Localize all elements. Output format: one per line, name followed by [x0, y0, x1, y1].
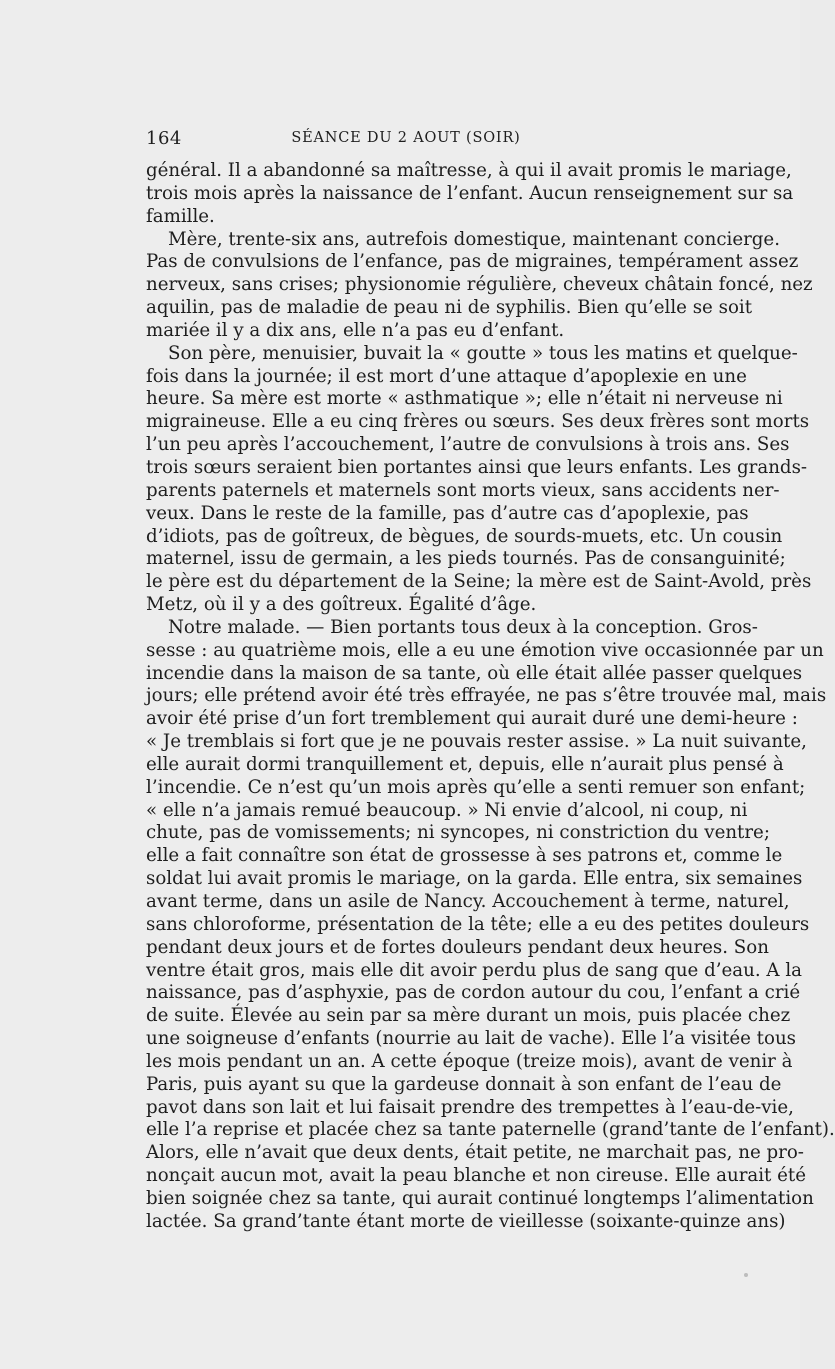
text-line: jours; elle prétend avoir été très effrayée, ne pas s’être trouvée mal, mais: [146, 685, 827, 707]
text-line: Son père, menuisier, buvait la « goutte » tous les matins et quelque-: [168, 342, 798, 364]
text-line: une soigneuse d’enfants (nourrie au lait de vache). Elle l’a visitée tous: [146, 1028, 796, 1050]
text-line: lactée. Sa grand’tante étant morte de vieillesse (soixante-quinze ans): [146, 1210, 786, 1232]
text-line: aquilin, pas de maladie de peau ni de syphilis. Bien qu’elle se soit: [146, 297, 753, 319]
text-line: « elle n’a jamais remué beaucoup. » Ni envie d’alcool, ni coup, ni: [146, 799, 748, 821]
text-line: Mère, trente-six ans, autrefois domestique, maintenant concierge.: [168, 228, 780, 250]
text-line: chute, pas de vomissements; ni syncopes, ni constriction du ventre;: [146, 822, 770, 844]
text-line: le père est du département de la Seine; la mère est de Saint-Avold, près: [146, 571, 812, 593]
text-line: elle aurait dormi tranquillement et, depuis, elle n’aurait plus pensé à: [146, 753, 784, 775]
text-line: l’incendie. Ce n’est qu’un mois après qu’elle a senti remuer son enfant;: [146, 776, 806, 798]
text-line: Notre malade. — Bien portants tous deux à la conception. Gros-: [168, 616, 758, 638]
text-line: heure. Sa mère est morte « asthmatique »; elle n’était ni nerveuse ni: [146, 388, 783, 410]
text-line: bien soignée chez sa tante, qui aurait continué longtemps l’alimentation: [146, 1187, 814, 1209]
text-line: veux. Dans le reste de la famille, pas d’autre cas d’apoplexie, pas: [146, 502, 749, 524]
text-line: avant terme, dans un asile de Nancy. Accouchement à terme, naturel,: [146, 891, 790, 912]
text-line: nerveux, sans crises; physionomie régulière, cheveux châtain foncé, nez: [146, 274, 813, 296]
text-line: migraineuse. Elle a eu cinq frères ou sœurs. Ses deux frères sont morts: [146, 411, 810, 433]
text-line: trois sœurs seraient bien portantes ainsi que leurs enfants. Les grands-: [146, 456, 808, 478]
text-line: sans chloroforme, présentation de la tête; elle a eu des petites douleurs: [146, 913, 810, 935]
text-line: elle l’a reprise et placée chez sa tante paternelle (grand’tante de l’enfant).: [146, 1119, 835, 1141]
page-header: [146, 128, 666, 150]
text-line: trois mois après la naissance de l’enfant. Aucun renseignement sur sa: [146, 182, 794, 204]
scan-artifact: [744, 1273, 748, 1277]
text-line: famille.: [146, 205, 215, 227]
text-line: avoir été prise d’un fort tremblement qui aurait duré une demi-heure :: [146, 708, 798, 730]
text-line: nonçait aucun mot, avait la peau blanche et non cireuse. Elle aurait été: [146, 1165, 806, 1187]
text-line: soldat lui avait promis le mariage, on la garda. Elle entra, six semaines: [146, 868, 803, 890]
text-line: Metz, où il y a des goîtreux. Égalité d’âge.: [146, 594, 537, 616]
text-line: incendie dans la maison de sa tante, où elle était allée passer quelques: [146, 662, 803, 684]
text-line: ventre était gros, mais elle dit avoir perdu plus de sang que d’eau. A la: [146, 959, 802, 981]
text-line: sesse : au quatrième mois, elle a eu une émotion vive occasionnée par un: [146, 639, 824, 661]
text-line: de suite. Élevée au sein par sa mère durant un mois, puis placée chez: [146, 1005, 791, 1027]
text-line: Paris, puis ayant su que la gardeuse donnait à son enfant de l’eau de: [146, 1073, 782, 1095]
text-line: Pas de convulsions de l’enfance, pas de migraines, tempérament assez: [146, 251, 799, 273]
text-line: pendant deux jours et de fortes douleurs pendant deux heures. Son: [146, 936, 769, 958]
page-number: 164: [146, 128, 182, 149]
text-line: les mois pendant un an. A cette époque (treize mois), avant de venir à: [146, 1050, 793, 1072]
running-head: SÉANCE DU 2 AOUT (SOIR): [291, 130, 521, 146]
text-line: Alors, elle n’avait que deux dents, était petite, ne marchait pas, ne pro-: [146, 1142, 804, 1164]
text-line: naissance, pas d’asphyxie, pas de cordon autour du cou, l’enfant a crié: [146, 982, 801, 1004]
body-text: [146, 160, 835, 1234]
text-line: fois dans la journée; il est mort d’une attaque d’apoplexie en une: [146, 365, 747, 387]
text-line: maternel, issu de germain, a les pieds tournés. Pas de consanguinité;: [146, 548, 786, 570]
text-line: elle a fait connaître son état de grossesse à ses patrons et, comme le: [146, 845, 783, 867]
text-line: « Je tremblais si fort que je ne pouvais rester assise. » La nuit suivante,: [146, 731, 807, 753]
text-line: l’un peu après l’accouchement, l’autre de convulsions à trois ans. Ses: [146, 434, 790, 456]
text-line: général. Il a abandonné sa maîtresse, à qui il avait promis le mariage,: [146, 160, 792, 181]
text-line: d’idiots, pas de goîtreux, de bègues, de sourds-muets, etc. Un cousin: [146, 525, 783, 547]
text-line: mariée il y a dix ans, elle n’a pas eu d’enfant.: [146, 319, 565, 341]
text-line: parents paternels et maternels sont morts vieux, sans accidents ner-: [146, 479, 780, 501]
text-line: pavot dans son lait et lui faisait prendre des trempettes à l’eau-de-vie,: [146, 1096, 794, 1118]
